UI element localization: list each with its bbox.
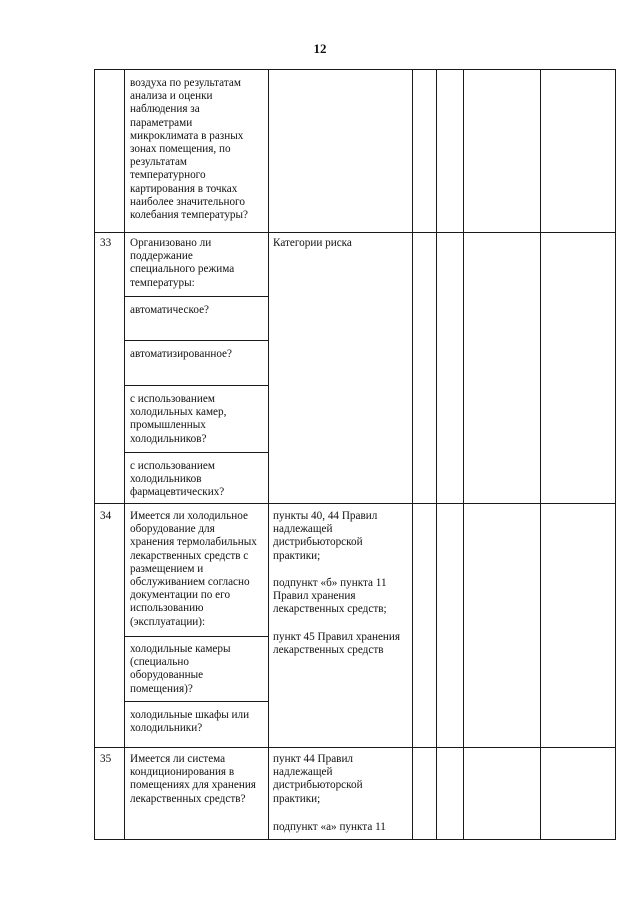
requisite-text: подпункт «а» пункта 11 [273,821,386,833]
row-number: 33 [100,237,112,249]
page-number: 12 [313,41,327,56]
table-rule [463,69,464,840]
table-rule [615,69,616,840]
requisite-text: Категории риска [273,237,352,249]
question-text: холодильные шкафы или холодильники? [130,709,250,735]
requisite-text: пункты 40, 44 Правил надлежащей дистрибьюторской практики; [273,510,378,562]
question-text: Организовано ли поддержание специального режима температуры: [130,237,235,289]
question-text: Имеется ли система кондиционирования в помещениях для хранения лекарственных средств? [130,753,256,805]
row-number: 35 [100,753,112,765]
table-rule [124,296,268,297]
table-rule [94,503,616,504]
table-rule [124,636,268,637]
question-text: автоматическое? [130,304,210,316]
table-rule [540,69,541,840]
question-text: с использованием холодильников фармацевтических? [130,460,225,499]
question-text: автоматизированное? [130,348,232,360]
requisite-text: пункт 44 Правил надлежащей дистрибьюторской практики; [273,753,363,805]
row-number: 34 [100,510,112,522]
question-text: холодильные камеры (специально оборудованные помещения)? [130,643,231,695]
question-text: воздуха по результатам анализа и оценки наблюдения за параметрами микроклимата в разных зонах помещения, по результатам температурного картирования в точках наиболее значительного колебания температуры? [130,77,249,222]
table-rule [412,69,413,840]
table-rule [94,69,95,840]
table-rule [268,69,269,840]
table-rule [94,232,616,233]
question-text: Имеется ли холодильное оборудование для хранения термолабильных лекарственных средств с размещением и обслуживанием согласно документации по его использованию (эксплуатации): [130,510,257,628]
table-rule [94,839,616,840]
table-rule [124,385,268,386]
table-rule [124,69,125,840]
requisite-text: пункт 45 Правил хранения лекарственных средств [273,631,401,657]
table-rule [124,701,268,702]
table-rule [94,69,616,70]
table-rule [124,452,268,453]
table-rule [94,747,616,748]
question-text: с использованием холодильных камер, промышленных холодильников? [130,393,227,445]
table-rule [124,340,268,341]
table-rule [436,69,437,840]
requisite-text: подпункт «б» пункта 11 Правил хранения лекарственных средств; [273,577,387,616]
